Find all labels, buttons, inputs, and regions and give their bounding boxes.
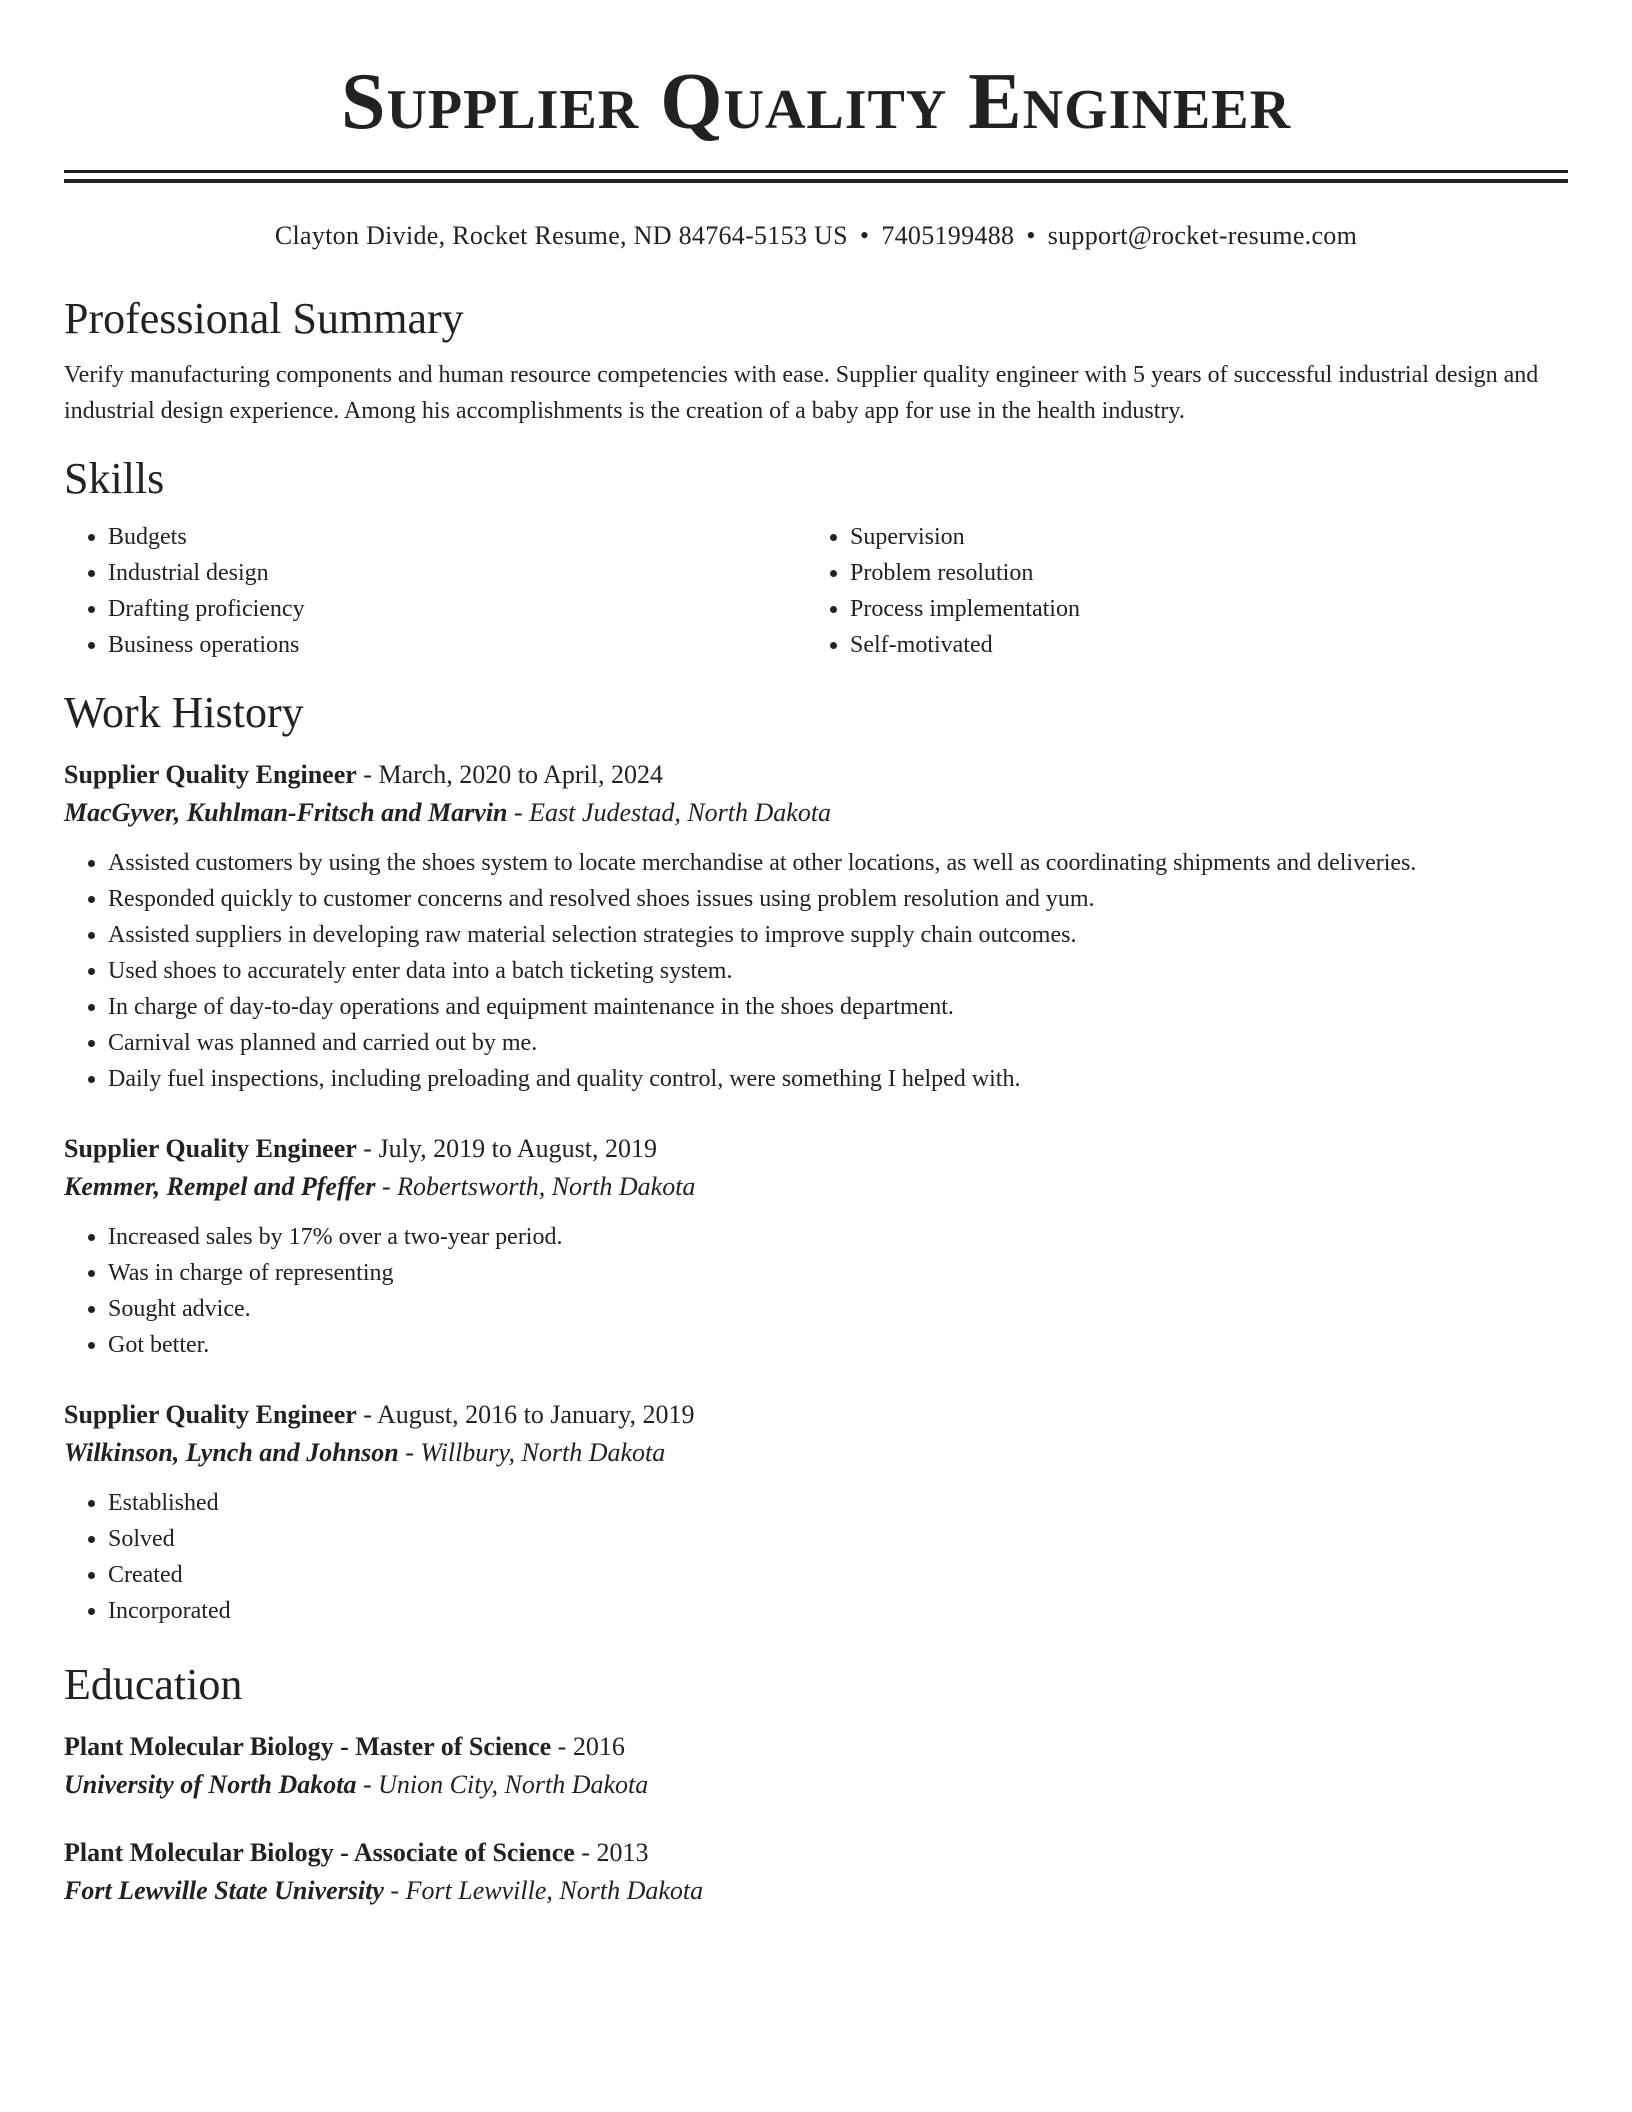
skill-item: • Self-motivated bbox=[850, 627, 1548, 663]
job-entry bbox=[64, 1131, 1568, 1363]
job-duties bbox=[64, 1219, 1568, 1363]
work-history-heading: Work History bbox=[64, 688, 304, 737]
contact-info bbox=[64, 219, 1568, 253]
school-line bbox=[64, 1765, 1568, 1805]
degree-line bbox=[64, 1835, 1568, 1871]
skills-column-right bbox=[806, 519, 1548, 663]
duty-item: • Assisted suppliers in developing raw material selection strategies to improve supply chain outcomes. bbox=[108, 917, 1568, 953]
title-divider-bottom bbox=[64, 179, 1568, 183]
skill-item: • Industrial design bbox=[108, 555, 806, 591]
job-duties bbox=[64, 845, 1568, 1097]
education-heading: Education bbox=[64, 1660, 243, 1709]
job-entry bbox=[64, 1397, 1568, 1629]
company-location: - East Judestad, North Dakota bbox=[514, 798, 832, 827]
skill-item: • Supervision bbox=[850, 519, 1548, 555]
duty-item: • Daily fuel inspections, including preloading and quality control, were something I helped with. bbox=[108, 1061, 1568, 1097]
graduation-year: - 2013 bbox=[581, 1838, 649, 1867]
education-entry bbox=[64, 1729, 1568, 1805]
duty-item: • Got better. bbox=[108, 1327, 1568, 1363]
duty-item: • Incorporated bbox=[108, 1593, 1568, 1629]
contact-email: support@rocket-resume.com bbox=[1047, 221, 1358, 250]
company-location: - Willbury, North Dakota bbox=[405, 1438, 666, 1467]
contact-phone: 7405199488 bbox=[881, 221, 1015, 250]
skill-item: • Process implementation bbox=[850, 591, 1548, 627]
duty-item: • Established bbox=[108, 1485, 1568, 1521]
school-name: Fort Lewville State University bbox=[64, 1876, 384, 1905]
job-title: Supplier Quality Engineer bbox=[64, 1400, 357, 1429]
skills-list bbox=[64, 519, 1568, 663]
duty-item: • Increased sales by 17% over a two-year period. bbox=[108, 1219, 1568, 1255]
duty-item: • Assisted customers by using the shoes system to locate merchandise at other locations, as well as coordinating shipments and deliveries. bbox=[108, 845, 1568, 881]
duty-item: • Responded quickly to customer concerns and resolved shoes issues using problem resolution and yum. bbox=[108, 881, 1568, 917]
duty-item: • In charge of day-to-day operations and equipment maintenance in the shoes department. bbox=[108, 989, 1568, 1025]
degree-name: Plant Molecular Biology - Master of Science bbox=[64, 1732, 552, 1761]
company-line bbox=[64, 1167, 1568, 1207]
skill-item: • Business operations bbox=[108, 627, 806, 663]
company-name: Wilkinson, Lynch and Johnson bbox=[64, 1438, 399, 1467]
summary-heading: Professional Summary bbox=[64, 294, 464, 343]
education-entry bbox=[64, 1835, 1568, 1911]
degree-name: Plant Molecular Biology - Associate of Science bbox=[64, 1838, 575, 1867]
company-name: MacGyver, Kuhlman-Fritsch and Marvin bbox=[64, 798, 508, 827]
skill-item: • Problem resolution bbox=[850, 555, 1548, 591]
contact-separator: • bbox=[1026, 221, 1036, 250]
job-title-line bbox=[64, 1131, 1568, 1167]
school-location: - Fort Lewville, North Dakota bbox=[390, 1876, 704, 1905]
job-dates: - July, 2019 to August, 2019 bbox=[363, 1134, 658, 1163]
duty-item: • Used shoes to accurately enter data into a batch ticketing system. bbox=[108, 953, 1568, 989]
job-dates: - March, 2020 to April, 2024 bbox=[363, 760, 663, 789]
company-location: - Robertsworth, North Dakota bbox=[381, 1172, 696, 1201]
company-name: Kemmer, Rempel and Pfeffer bbox=[64, 1172, 376, 1201]
duty-item: • Sought advice. bbox=[108, 1291, 1568, 1327]
contact-separator: • bbox=[859, 221, 870, 250]
duty-item: • Was in charge of representing bbox=[108, 1255, 1568, 1291]
school-line bbox=[64, 1871, 1568, 1911]
skill-item: • Budgets bbox=[108, 519, 806, 555]
resume-title: Supplier Quality Engineer bbox=[340, 58, 1292, 146]
job-duties bbox=[64, 1485, 1568, 1629]
job-dates: - August, 2016 to January, 2019 bbox=[363, 1400, 695, 1429]
duty-item: • Created bbox=[108, 1557, 1568, 1593]
duty-item: • Solved bbox=[108, 1521, 1568, 1557]
company-line bbox=[64, 793, 1568, 833]
duty-item: • Carnival was planned and carried out by me. bbox=[108, 1025, 1568, 1061]
graduation-year: - 2016 bbox=[557, 1732, 625, 1761]
job-title: Supplier Quality Engineer bbox=[64, 1134, 357, 1163]
company-line bbox=[64, 1433, 1568, 1473]
job-title: Supplier Quality Engineer bbox=[64, 760, 357, 789]
skills-column-left bbox=[64, 519, 806, 663]
title-divider-top bbox=[64, 170, 1568, 173]
school-name: University of North Dakota bbox=[64, 1770, 357, 1799]
contact-address: Clayton Divide, Rocket Resume, ND 84764-5153 US bbox=[274, 221, 848, 250]
summary-text: Verify manufacturing components and human resource competencies with ease. Supplier quality engineer with 5 years of successful industrial design and industrial design experience. Among his accomplishments is the creation of a baby app for use in the health industry. bbox=[64, 362, 1539, 424]
skill-item: • Drafting proficiency bbox=[108, 591, 806, 627]
job-title-line bbox=[64, 757, 1568, 793]
school-location: - Union City, North Dakota bbox=[363, 1770, 649, 1799]
job-entry bbox=[64, 757, 1568, 1097]
skills-heading: Skills bbox=[64, 454, 165, 503]
job-title-line bbox=[64, 1397, 1568, 1433]
degree-line bbox=[64, 1729, 1568, 1765]
